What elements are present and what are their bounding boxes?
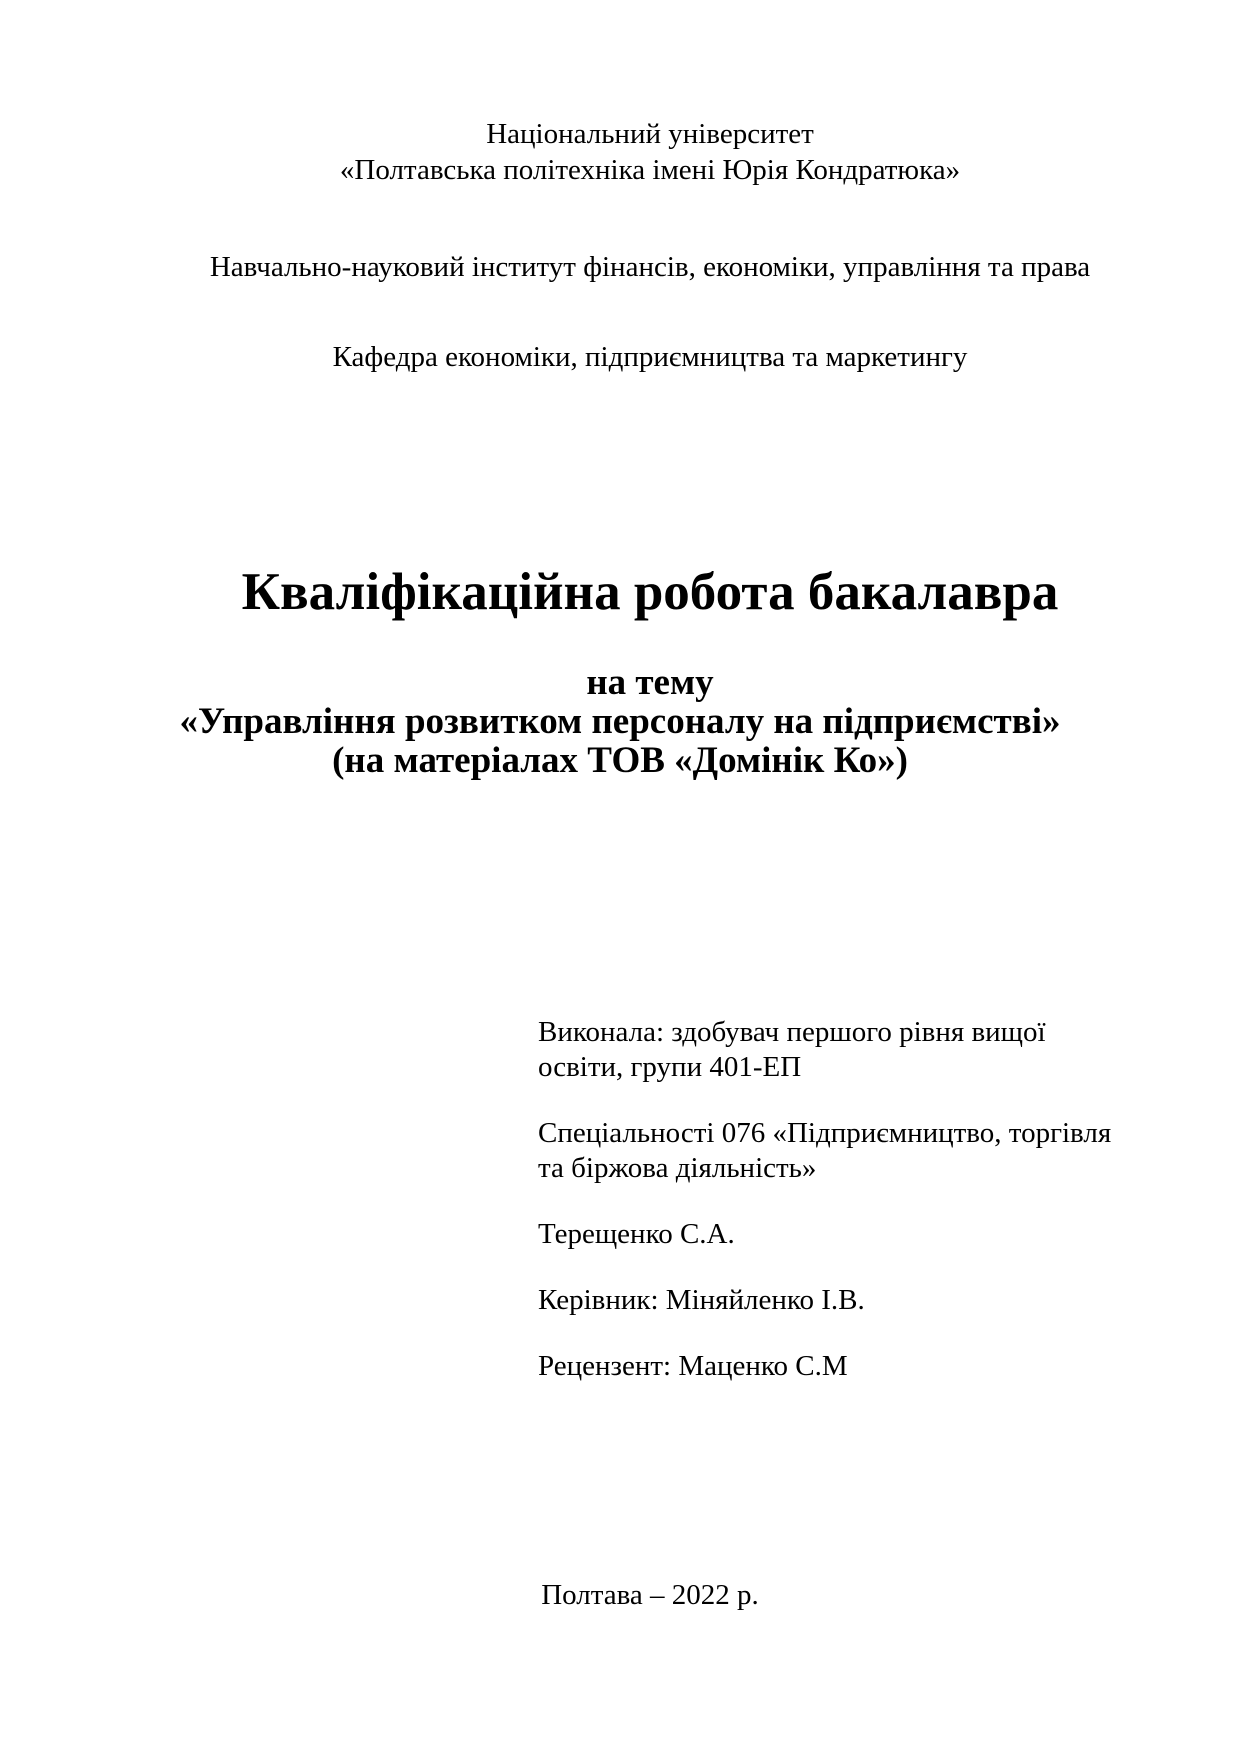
performed-by-line2: освіти, групи 401-ЕП xyxy=(538,1051,802,1083)
theme-topic-line2: (на матеріалах ТОВ «Домінік Ко») xyxy=(332,740,908,781)
specialty xyxy=(538,1116,1138,1186)
university-name-line1: Національний університет xyxy=(486,118,814,150)
supervisor-name-text: Керівник: Міняйленко І.В. xyxy=(538,1284,865,1316)
supervisor-name xyxy=(538,1283,1138,1318)
theme-label: на тему xyxy=(586,662,714,703)
institute-name-line: Навчально-науковий інститут фінансів, економіки, управління та права xyxy=(209,251,1091,283)
institute-name xyxy=(60,249,1240,285)
performed-by-line1: Виконала: здобувач першого рівня вищої xyxy=(538,1016,1046,1048)
executor-section xyxy=(538,1015,1138,1415)
theme-section xyxy=(60,663,1240,780)
student-name xyxy=(538,1217,1138,1252)
theme-topic-line1: «Управління розвитком персоналу на підприємстві» xyxy=(179,701,1061,742)
city-year-text: Полтава – 2022 р. xyxy=(541,1579,759,1611)
performed-by xyxy=(538,1015,1138,1085)
department-name-line: Кафедра економіки, підприємництва та маркетингу xyxy=(332,341,968,373)
specialty-line2: та біржова діяльність» xyxy=(538,1152,817,1184)
reviewer-name xyxy=(538,1349,1138,1384)
document-title xyxy=(60,562,1240,622)
student-name-text: Терещенко С.А. xyxy=(538,1218,735,1250)
reviewer-name-text: Рецензент: Маценко С.М xyxy=(538,1350,848,1382)
university-name-line2: «Полтавська політехніка імені Юрія Кондратюка» xyxy=(339,154,961,186)
document-title-text: Кваліфікаційна робота бакалавра xyxy=(241,563,1059,621)
specialty-line1: Спеціальності 076 «Підприємництво, торгівля xyxy=(538,1117,1112,1149)
theme-topic xyxy=(60,702,1180,780)
department-name xyxy=(60,339,1240,375)
city-year xyxy=(60,1578,1240,1613)
university-name xyxy=(60,116,1240,188)
